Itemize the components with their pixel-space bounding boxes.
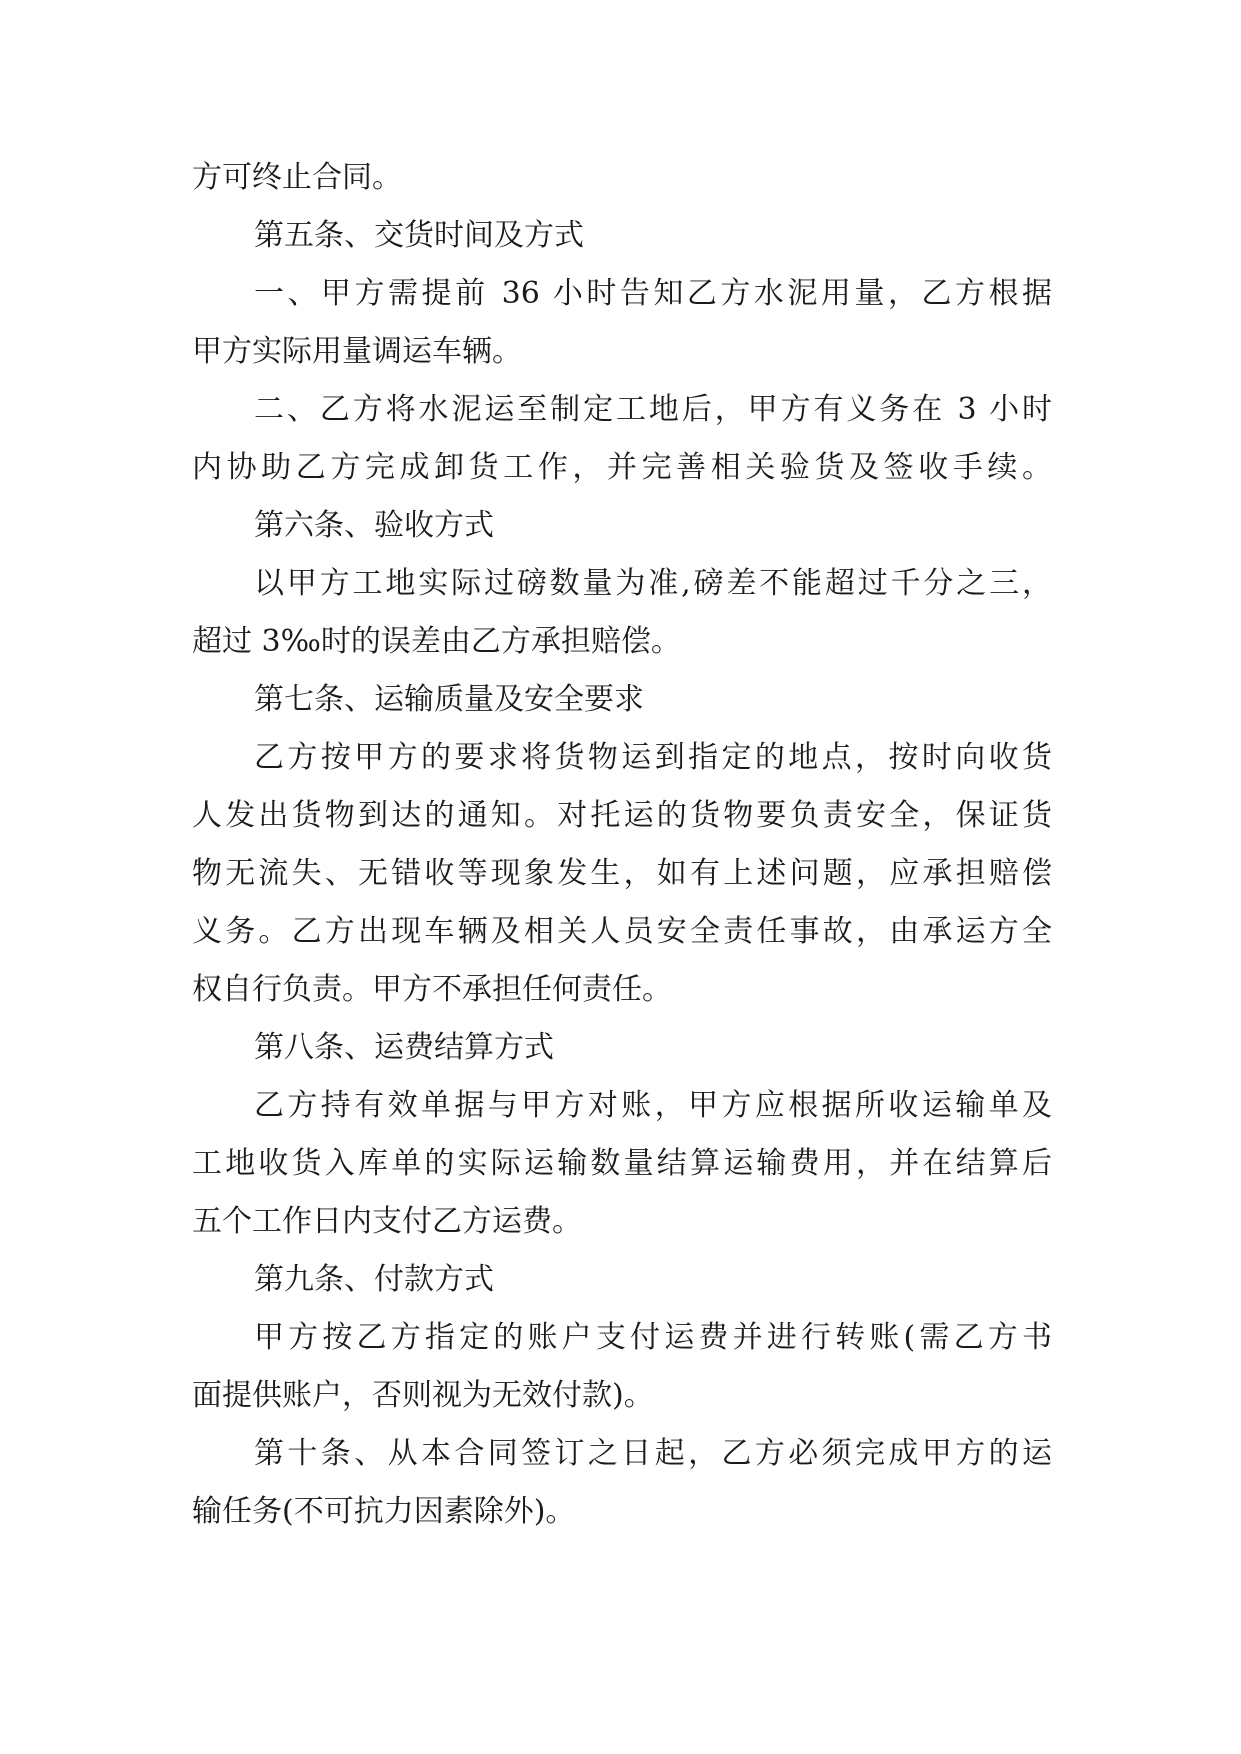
- text-line: 甲方实际用量调运车辆。: [192, 334, 522, 369]
- text-line: 人发出货物到达的通知。对托运的货物要负责安全，保证货: [192, 798, 1052, 833]
- text-line: 以甲方工地实际过磅数量为准,磅差不能超过千分之三，: [254, 566, 1052, 601]
- text-line: 超过 3‰时的误差由乙方承担赔偿。: [192, 624, 681, 659]
- text-line: 义务。乙方出现车辆及相关人员安全责任事故，由承运方全: [192, 914, 1052, 949]
- section-heading: 第七条、运输质量及安全要求: [254, 682, 644, 717]
- section-heading: 第八条、运费结算方式: [254, 1030, 554, 1065]
- text-line: 乙方持有效单据与甲方对账，甲方应根据所收运输单及: [254, 1088, 1052, 1123]
- section-heading: 第五条、交货时间及方式: [254, 218, 584, 253]
- text-line: 二、乙方将水泥运至制定工地后，甲方有义务在 3 小时: [254, 392, 1052, 427]
- text-line: 权自行负责。甲方不承担任何责任。: [192, 972, 672, 1007]
- text-line: 输任务(不可抗力因素除外)。: [192, 1494, 576, 1529]
- text-line: 甲方按乙方指定的账户支付运费并进行转账(需乙方书: [254, 1320, 1052, 1355]
- text-line: 方可终止合同。: [192, 160, 402, 195]
- section-heading: 第九条、付款方式: [254, 1262, 494, 1297]
- text-line: 乙方按甲方的要求将货物运到指定的地点，按时向收货: [254, 740, 1052, 775]
- text-line: 五个工作日内支付乙方运费。: [192, 1204, 582, 1239]
- text-line: 内协助乙方完成卸货工作，并完善相关验货及签收手续。: [192, 450, 1052, 485]
- text-line: 工地收货入库单的实际运输数量结算运输费用，并在结算后: [192, 1146, 1052, 1181]
- text-line: 一、甲方需提前 36 小时告知乙方水泥用量，乙方根据: [254, 276, 1052, 311]
- text-line: 面提供账户，否则视为无效付款)。: [192, 1378, 654, 1413]
- text-line: 物无流失、无错收等现象发生，如有上述问题，应承担赔偿: [192, 856, 1052, 891]
- text-line: 第十条、从本合同签订之日起，乙方必须完成甲方的运: [254, 1436, 1052, 1471]
- section-heading: 第六条、验收方式: [254, 508, 494, 543]
